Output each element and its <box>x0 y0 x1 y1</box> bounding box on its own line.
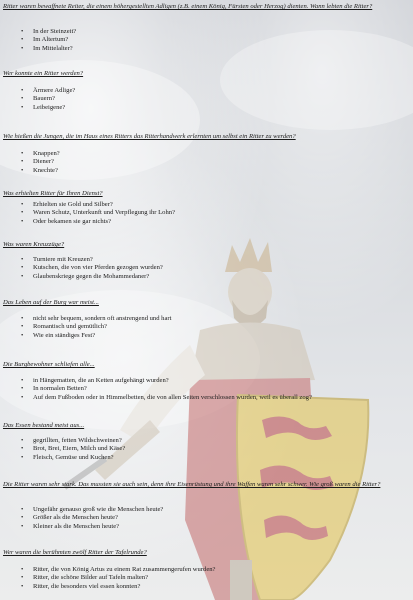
answer-list <box>0 506 163 531</box>
answer-option: • Bauern? <box>21 95 55 103</box>
answer-list <box>0 566 215 591</box>
answer-option: • Ritter, die besonders viel essen konnten? <box>21 582 141 590</box>
bullet-icon: • <box>21 87 24 94</box>
bullet-icon: • <box>21 323 24 331</box>
answer-option: • Im Altertum? <box>21 36 69 44</box>
answer-option: • Diener? <box>21 158 54 166</box>
bullet-icon: • <box>21 95 24 103</box>
quiz-question: Die Burgbewohner schliefen alle... <box>3 361 95 368</box>
answer-option: • Ritter, die schöne Bilder auf Tafeln malten? <box>21 574 149 582</box>
answer-list <box>0 201 175 226</box>
quiz-question: Wer konnte ein Ritter werden? <box>3 70 84 77</box>
answer-option: • Leibeigene? <box>21 103 66 111</box>
answer-option: • Ärmere Adlige? <box>21 87 76 94</box>
answer-option: • Ungefähr genauso groß wie die Menschen heute? <box>21 506 164 513</box>
answer-option: • Turniere mit Kreuzen? <box>21 256 93 263</box>
bullet-icon: • <box>21 393 24 401</box>
bullet-icon: • <box>21 44 24 52</box>
quiz-question: Die Ritter waren sehr stark. Das mussten sie auch sein, denn ihre Eisenrüstung und ihre Waffen waren sehr schwer. Wie groß waren die Ritter? <box>3 481 381 488</box>
bullet-icon: • <box>21 574 24 582</box>
answer-option: • Oder bekamen sie gar nichts? <box>21 217 111 225</box>
answer-option: • Fleisch, Gemüse und Kuchen? <box>21 453 114 461</box>
answer-option: • Ritter, die von König Artus zu einem Rat zusammengerufen wurden? <box>21 566 216 573</box>
answer-option: • In normalen Betten? <box>21 385 87 393</box>
answer-option: • Glaubenskriege gegen die Mohammedaner? <box>21 272 150 280</box>
quiz-question: Wer waren die berühmten zwölf Ritter der Tafelrunde? <box>3 549 147 556</box>
answer-list <box>0 256 163 281</box>
quiz-question: Wie hießen die Jungen, die im Haus eines Ritters das Ritterhandwerk erlernten um selbst ein Ritter zu werden? <box>3 133 296 140</box>
bullet-icon: • <box>21 36 24 44</box>
answer-option: • Kleiner als die Menschen heute? <box>21 522 120 530</box>
answer-option: • Erhielten sie Gold und Silber? <box>21 201 113 208</box>
bullet-icon: • <box>21 453 24 461</box>
bullet-icon: • <box>21 209 24 217</box>
bullet-icon: • <box>21 385 24 393</box>
answer-option: • in Hängematten, die an Ketten aufgehängt wurden? <box>21 377 169 384</box>
answer-list <box>0 87 75 112</box>
quiz-question: Das Essen bestand meist aus... <box>3 422 85 429</box>
quiz-question: Was erhielten Ritter für Ihren Dienst? <box>3 190 103 197</box>
bullet-icon: • <box>21 264 24 272</box>
answer-option: • Auf dem Fußboden oder in Himmelbetten, die von allen Seiten verschlossen wurden, weil es überall zog? <box>21 393 312 401</box>
bullet-icon: • <box>21 256 24 263</box>
bullet-icon: • <box>21 514 24 522</box>
bullet-icon: • <box>21 315 24 322</box>
answer-list <box>0 377 312 402</box>
answer-option: • gegrillten, fetten Wildschweinen? <box>21 437 122 444</box>
bullet-icon: • <box>21 377 24 384</box>
answer-list <box>0 315 171 340</box>
answer-option: • Brot, Brei, Eiern, Milch und Käse? <box>21 445 126 453</box>
answer-option: • Kutschen, die von vier Pferden gezogen wurden? <box>21 264 163 272</box>
bullet-icon: • <box>21 158 24 166</box>
bullet-icon: • <box>21 150 24 157</box>
answer-option: • In der Steinzeit? <box>21 28 77 35</box>
quiz-question: Das Leben auf der Burg war meist... <box>3 299 99 306</box>
answer-list <box>0 150 60 175</box>
bullet-icon: • <box>21 166 24 174</box>
bullet-icon: • <box>21 582 24 590</box>
bullet-icon: • <box>21 506 24 513</box>
answer-option: • Knappen? <box>21 150 60 157</box>
quiz-question: Was waren Kreuzzüge? <box>3 241 65 248</box>
answer-option: • Im Mittelalter? <box>21 44 73 52</box>
bullet-icon: • <box>21 522 24 530</box>
bullet-icon: • <box>21 201 24 208</box>
bullet-icon: • <box>21 272 24 280</box>
answer-option: • Waren Schutz, Unterkunft und Verpflegung ihr Lohn? <box>21 209 175 217</box>
bullet-icon: • <box>21 566 24 573</box>
bullet-icon: • <box>21 445 24 453</box>
answer-option: • Knechte? <box>21 166 58 174</box>
bullet-icon: • <box>21 331 24 339</box>
answer-list <box>0 437 125 462</box>
bullet-icon: • <box>21 103 24 111</box>
bullet-icon: • <box>21 28 24 35</box>
bullet-icon: • <box>21 217 24 225</box>
answer-list <box>0 28 76 53</box>
answer-option: • nicht sehr bequem, sondern oft anstrengend und hart <box>21 315 172 322</box>
answer-option: • Größer als die Menschen heute? <box>21 514 118 522</box>
answer-option: • Wie ein ständiges Fest? <box>21 331 96 339</box>
quiz-question: Ritter waren bewaffnete Reiter, die einem höhergestellten Adligen (z.B. einem König, Fürsten oder Herzog) dienten. Wann lebten die Ritter? <box>3 3 373 10</box>
answer-option: • Romantisch und gemütlich? <box>21 323 107 331</box>
bullet-icon: • <box>21 437 24 444</box>
